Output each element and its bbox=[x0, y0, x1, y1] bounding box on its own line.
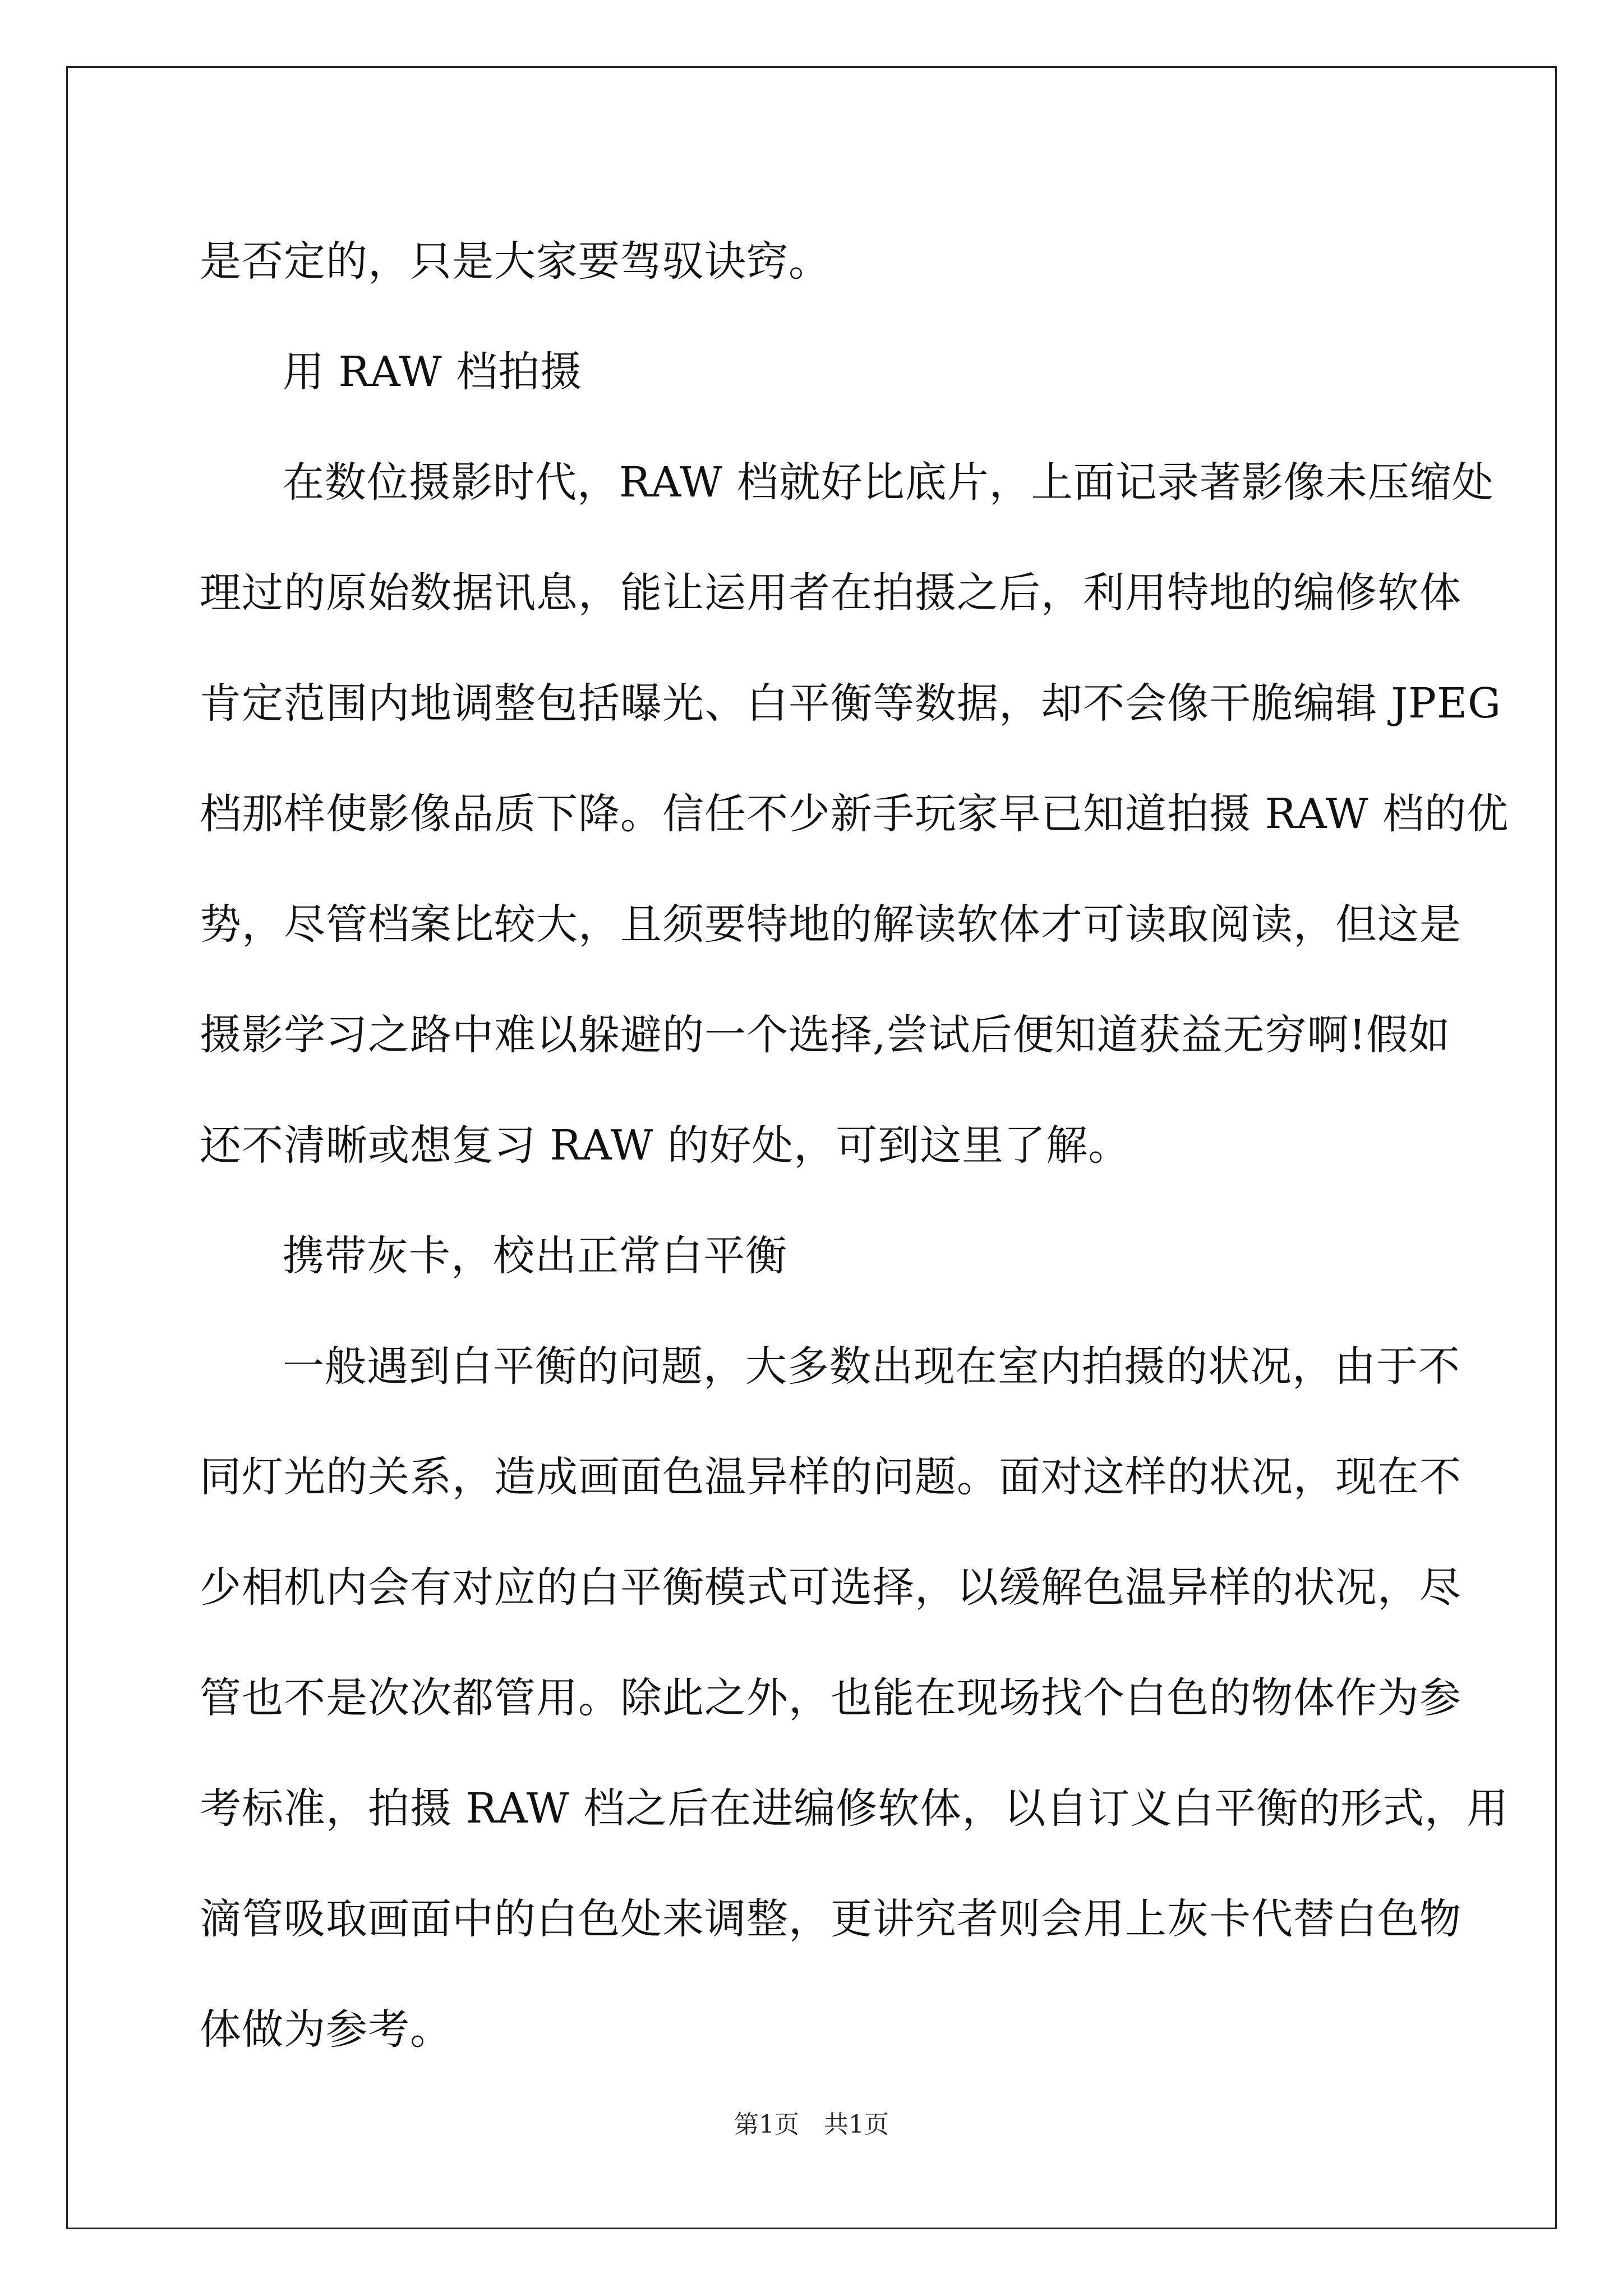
page-footer: 第1页 共1页 bbox=[734, 2110, 889, 2139]
section-heading-raw: 用 RAW 档拍摄 bbox=[283, 348, 583, 396]
body-text-line: 摄影学习之路中难以躲避的一个选择,尝试后便知道获益无穷啊!假如 bbox=[200, 1011, 1451, 1059]
body-text-line: 肯定范围内地调整包括曝光、白平衡等数据，却不会像干脆编辑 JPEG bbox=[200, 679, 1502, 728]
body-text-line: 体做为参考。 bbox=[200, 2005, 452, 2054]
section-heading-gray-card: 携带灰卡，校出正常白平衡 bbox=[283, 1232, 787, 1280]
body-text-line: 还不清晰或想复习 RAW 的好处，可到这里了解。 bbox=[200, 1121, 1131, 1170]
body-text-line: 少相机内会有对应的白平衡模式可选择，以缓解色温异样的状况，尽 bbox=[200, 1563, 1461, 1612]
body-text-line: 同灯光的关系，造成画面色温异样的问题。面对这样的状况，现在不 bbox=[200, 1453, 1461, 1501]
body-text-line: 档那样使影像品质下降。信任不少新手玩家早已知道拍摄 RAW 档的优 bbox=[200, 790, 1509, 838]
body-text-line: 势，尽管档案比较大，且须要特地的解读软体才可读取阅读，但这是 bbox=[200, 900, 1461, 949]
body-text-line: 理过的原始数据讯息，能让运用者在拍摄之后，利用特地的编修软体 bbox=[200, 569, 1461, 617]
body-text-line: 在数位摄影时代，RAW 档就好比底片，上面记录著影像未压缩处 bbox=[283, 458, 1494, 507]
body-text-line: 一般遇到白平衡的问题，大多数出现在室内拍摄的状况，由于不 bbox=[283, 1342, 1460, 1391]
body-text-line: 考标准，拍摄 RAW 档之后在进编修软体，以自订义白平衡的形式，用 bbox=[200, 1784, 1509, 1833]
document-body bbox=[200, 206, 1509, 2085]
body-text-line: 管也不是次次都管用。除此之外，也能在现场找个白色的物体作为参 bbox=[200, 1674, 1461, 1722]
body-text-line: 是否定的，只是大家要驾驭诀窍。 bbox=[200, 237, 831, 286]
body-text-line: 滴管吸取画面中的白色处来调整，更讲究者则会用上灰卡代替白色物 bbox=[200, 1895, 1461, 1943]
